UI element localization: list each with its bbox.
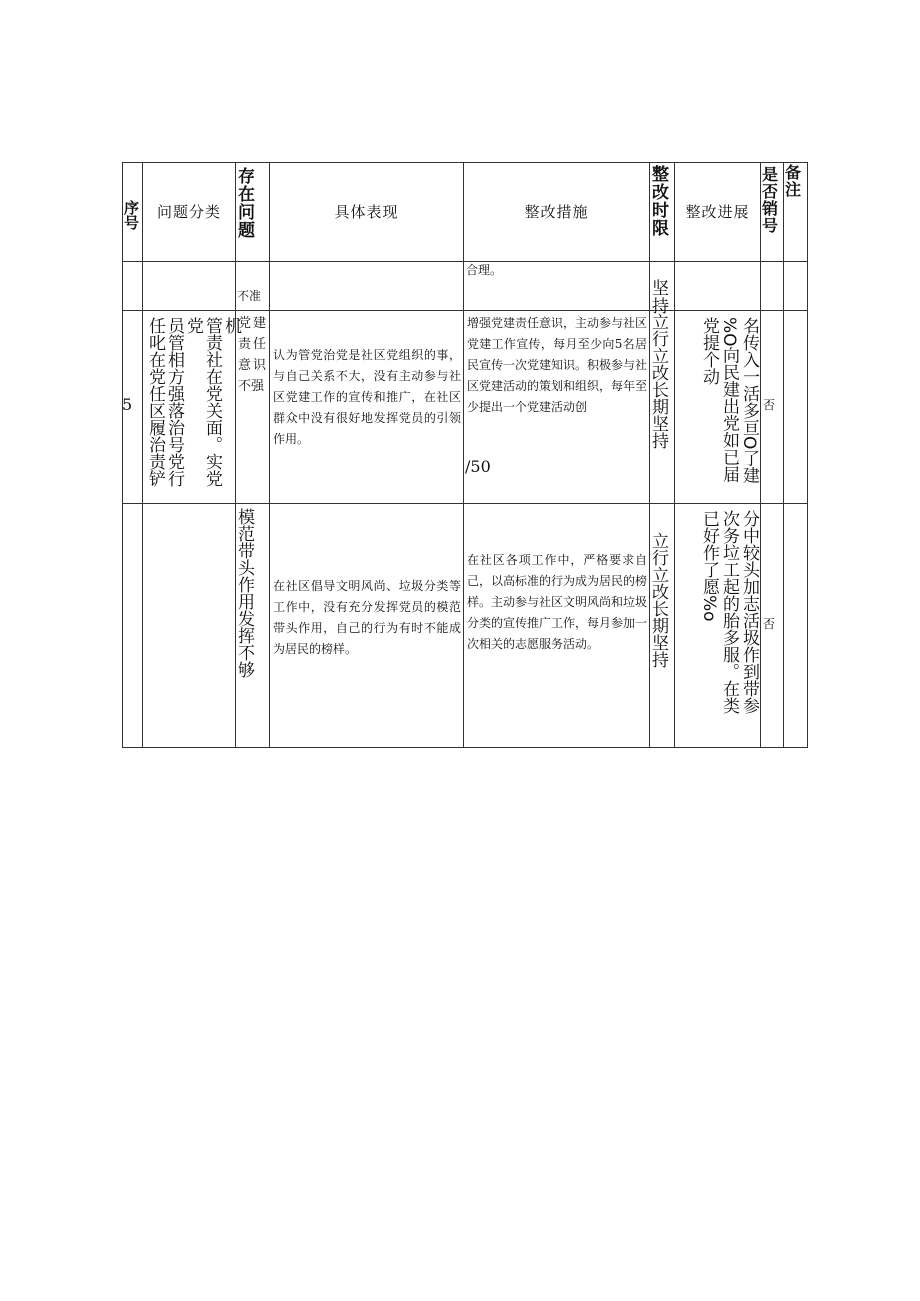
row-5-problem-text: 党建责任意识不强 <box>238 316 266 394</box>
row-5-performance-text: 认为管党治党是社区党组织的事，与自己关系不大，没有主动参与社区党建工作的宣传和推广，在社区群众中没有很好地发挥党员的引领作用。 <box>273 348 461 446</box>
row-6-cancel-text: 否 <box>763 617 776 631</box>
row-top-problem <box>236 262 270 311</box>
row-6-performance-text: 在社区倡导文明风尚、垃圾分类等工作中，没有充分发挥党员的模范带头作用，自己的行为有时不能成为居民的榜样。 <box>273 579 461 656</box>
row-top-deadline <box>650 262 675 317</box>
row-6-performance <box>270 504 464 748</box>
row-6-measures <box>464 504 650 748</box>
header-cancel <box>761 162 784 262</box>
row-5-problem <box>236 311 270 504</box>
row-6-progress-text: 分中较头加志活圾作到带参 次务垃工起的胎多服。在类 已好作了愿%o <box>699 510 759 714</box>
row-5-category <box>143 311 241 504</box>
header-category-text: 问题分类 <box>156 203 221 221</box>
row-6-deadline-text: 立行立改长期坚持 <box>652 532 669 671</box>
row-5-cancel-text: 否 <box>763 398 776 412</box>
row-6-measures-text: 在社区各项工作中，严格要求自己，以高标准的行为成为居民的榜样。主动参与社区文明风尚和垃圾分类的宣传推广工作，每月参加一次相关的志愿服务活动。 <box>467 553 648 651</box>
row-5-measures <box>464 311 650 504</box>
row-5-measures-text: 增强党建责任意识，主动参与社区党建工作宣传，每月至少向5名居民宣传一次党建知识。积极参与社区党建活动的策划和组织，每年至少提出一个党建活动创 <box>467 316 648 414</box>
row-5-cancel <box>761 311 784 504</box>
header-progress-text: 整改进展 <box>685 203 750 221</box>
row-5-progress-text: 名传入一活多亘O了建 %O向民建出党如已届 党提个动 <box>699 317 759 484</box>
row-6-cancel <box>761 504 784 748</box>
row-5-performance <box>270 311 464 504</box>
row-top-performance <box>270 262 464 311</box>
row-5-deadline-text: 立行立改长期坚持 <box>652 313 669 452</box>
row-5-deadline <box>650 311 675 504</box>
row-5-seq-text: 5 <box>122 395 133 414</box>
row-top-problem-text: 不准 <box>237 289 262 303</box>
header-deadline <box>650 162 675 262</box>
row-top-deadline-text: 坚持 <box>652 279 669 317</box>
row-top-category <box>143 262 236 311</box>
row-top-seq <box>122 262 143 311</box>
header-category <box>143 162 236 262</box>
row-5-progress <box>675 311 761 504</box>
row-5-remark <box>784 311 808 504</box>
row-6-problem-text: 模范带头作用发挥不够 <box>238 508 255 681</box>
row-6-remark <box>784 504 808 748</box>
header-cancel-text: 是否销号 <box>762 165 779 235</box>
header-deadline-text: 整改时限 <box>652 165 669 239</box>
header-seq <box>122 162 143 262</box>
header-seq-text: 序号 <box>122 200 140 230</box>
header-progress <box>675 162 761 262</box>
row-6-category <box>143 504 236 748</box>
header-remark-text: 备注 <box>785 163 802 199</box>
row-top-cancel <box>761 262 784 311</box>
row-5-seq <box>122 311 143 504</box>
header-measures-text: 整改措施 <box>524 203 589 221</box>
row-5-measures-page: /50 <box>465 457 491 476</box>
row-top-measures-text: 合理。 <box>466 263 503 277</box>
header-measures <box>464 162 650 262</box>
header-problem <box>236 162 270 262</box>
rectification-table <box>122 162 808 748</box>
header-remark <box>784 162 808 262</box>
row-6-seq <box>122 504 143 748</box>
row-6-problem <box>236 504 270 748</box>
row-6-progress <box>675 504 761 748</box>
row-top-progress <box>675 262 761 311</box>
header-problem-text: 存在问题 <box>238 167 255 241</box>
header-performance <box>270 162 464 262</box>
header-performance-text: 具体表现 <box>334 203 399 221</box>
row-5-category-text: 任叱在党任区履治责铲 员管相方强落治号党行党 管责社在党关面。实党机 <box>145 317 241 487</box>
row-6-deadline <box>650 504 675 748</box>
row-top-remark <box>784 262 808 311</box>
row-top-measures <box>464 262 650 311</box>
